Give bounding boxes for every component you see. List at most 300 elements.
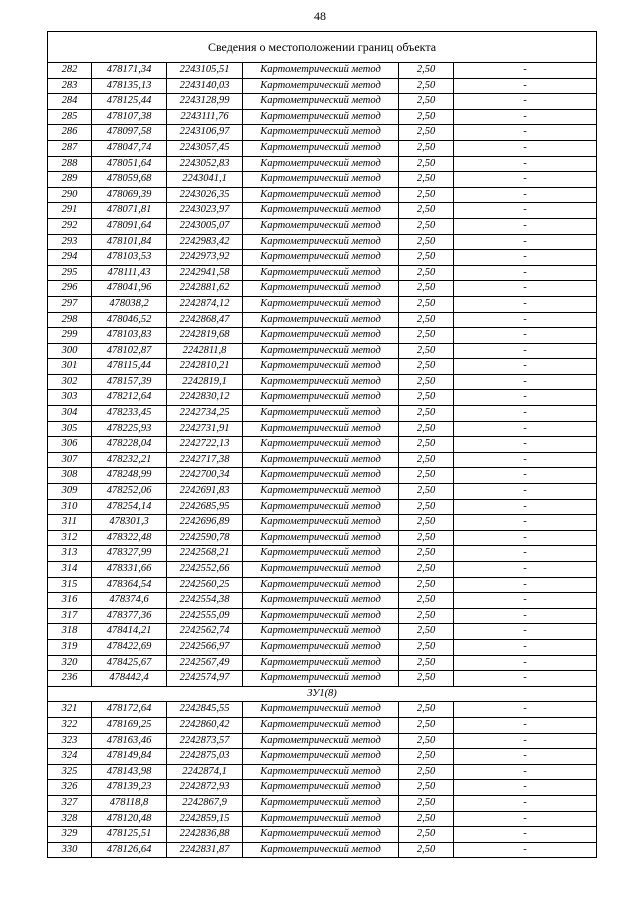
x-coordinate-cell: 478171,34 — [92, 63, 167, 79]
description-cell: - — [454, 78, 597, 94]
method-cell: Картометрический метод — [243, 406, 399, 422]
y-coordinate-cell: 2242560,25 — [167, 577, 243, 593]
description-cell: - — [454, 562, 597, 578]
table-row — [48, 63, 597, 79]
x-coordinate-cell: 478233,45 — [92, 406, 167, 422]
x-coordinate-cell: 478163,46 — [92, 733, 167, 749]
accuracy-cell: 2,50 — [399, 343, 454, 359]
table-row — [48, 343, 597, 359]
y-coordinate-cell: 2242696,89 — [167, 515, 243, 531]
point-number-cell: 319 — [48, 639, 92, 655]
description-cell: - — [454, 437, 597, 453]
point-number-cell: 310 — [48, 499, 92, 515]
method-cell: Картометрический метод — [243, 281, 399, 297]
accuracy-cell: 2,50 — [399, 63, 454, 79]
y-coordinate-cell: 2242973,92 — [167, 250, 243, 266]
accuracy-cell: 2,50 — [399, 187, 454, 203]
method-cell: Картометрический метод — [243, 655, 399, 671]
accuracy-cell: 2,50 — [399, 281, 454, 297]
x-coordinate-cell: 478374,6 — [92, 593, 167, 609]
description-cell: - — [454, 296, 597, 312]
method-cell: Картометрический метод — [243, 717, 399, 733]
method-cell: Картометрический метод — [243, 499, 399, 515]
description-cell: - — [454, 608, 597, 624]
x-coordinate-cell: 478157,39 — [92, 374, 167, 390]
y-coordinate-cell: 2242722,13 — [167, 437, 243, 453]
point-number-cell: 309 — [48, 484, 92, 500]
method-cell: Картометрический метод — [243, 437, 399, 453]
y-coordinate-cell: 2242859,15 — [167, 811, 243, 827]
description-cell: - — [454, 811, 597, 827]
y-coordinate-cell: 2243111,76 — [167, 109, 243, 125]
accuracy-cell: 2,50 — [399, 125, 454, 141]
point-number-cell: 316 — [48, 593, 92, 609]
accuracy-cell: 2,50 — [399, 484, 454, 500]
description-cell: - — [454, 234, 597, 250]
y-coordinate-cell: 2242872,93 — [167, 780, 243, 796]
point-number-cell: 303 — [48, 390, 92, 406]
point-number-cell: 301 — [48, 359, 92, 375]
description-cell: - — [454, 530, 597, 546]
point-number-cell: 290 — [48, 187, 92, 203]
point-number-cell: 293 — [48, 234, 92, 250]
method-cell: Картометрический метод — [243, 452, 399, 468]
method-cell: Картометрический метод — [243, 359, 399, 375]
point-number-cell: 318 — [48, 624, 92, 640]
point-number-cell: 289 — [48, 172, 92, 188]
description-cell: - — [454, 842, 597, 858]
description-cell: - — [454, 218, 597, 234]
x-coordinate-cell: 478422,69 — [92, 639, 167, 655]
table-row — [48, 468, 597, 484]
y-coordinate-cell: 2242685,95 — [167, 499, 243, 515]
method-cell: Картометрический метод — [243, 343, 399, 359]
method-cell: Картометрический метод — [243, 374, 399, 390]
accuracy-cell: 2,50 — [399, 156, 454, 172]
point-number-cell: 283 — [48, 78, 92, 94]
point-number-cell: 304 — [48, 406, 92, 422]
table-row — [48, 593, 597, 609]
point-number-cell: 325 — [48, 764, 92, 780]
table-row — [48, 452, 597, 468]
description-cell: - — [454, 717, 597, 733]
table-row — [48, 390, 597, 406]
accuracy-cell: 2,50 — [399, 749, 454, 765]
table-row — [48, 359, 597, 375]
table-row — [48, 827, 597, 843]
table-row — [48, 624, 597, 640]
accuracy-cell: 2,50 — [399, 437, 454, 453]
method-cell: Картометрический метод — [243, 515, 399, 531]
x-coordinate-cell: 478046,52 — [92, 312, 167, 328]
point-number-cell: 305 — [48, 421, 92, 437]
table-row — [48, 94, 597, 110]
table-row — [48, 109, 597, 125]
accuracy-cell: 2,50 — [399, 499, 454, 515]
point-number-cell: 328 — [48, 811, 92, 827]
x-coordinate-cell: 478091,64 — [92, 218, 167, 234]
accuracy-cell: 2,50 — [399, 515, 454, 531]
point-number-cell: 299 — [48, 328, 92, 344]
description-cell: - — [454, 795, 597, 811]
point-number-cell: 292 — [48, 218, 92, 234]
method-cell: Картометрический метод — [243, 390, 399, 406]
accuracy-cell: 2,50 — [399, 203, 454, 219]
method-cell: Картометрический метод — [243, 172, 399, 188]
y-coordinate-cell: 2242691,83 — [167, 484, 243, 500]
description-cell: - — [454, 655, 597, 671]
method-cell: Картометрический метод — [243, 78, 399, 94]
method-cell: Картометрический метод — [243, 218, 399, 234]
y-coordinate-cell: 2242555,09 — [167, 608, 243, 624]
description-cell: - — [454, 94, 597, 110]
description-cell: - — [454, 764, 597, 780]
description-cell: - — [454, 499, 597, 515]
y-coordinate-cell: 2242574,97 — [167, 671, 243, 687]
accuracy-cell: 2,50 — [399, 608, 454, 624]
x-coordinate-cell: 478149,84 — [92, 749, 167, 765]
table-row — [48, 702, 597, 718]
description-cell: - — [454, 63, 597, 79]
description-cell: - — [454, 421, 597, 437]
method-cell: Картометрический метод — [243, 562, 399, 578]
point-number-cell: 308 — [48, 468, 92, 484]
method-cell: Картометрический метод — [243, 624, 399, 640]
accuracy-cell: 2,50 — [399, 296, 454, 312]
x-coordinate-cell: 478103,53 — [92, 250, 167, 266]
method-cell: Картометрический метод — [243, 702, 399, 718]
y-coordinate-cell: 2242811,8 — [167, 343, 243, 359]
table-row — [48, 250, 597, 266]
x-coordinate-cell: 478331,66 — [92, 562, 167, 578]
description-cell: - — [454, 624, 597, 640]
description-cell: - — [454, 312, 597, 328]
table-row — [48, 515, 597, 531]
point-number-cell: 307 — [48, 452, 92, 468]
y-coordinate-cell: 2242590,78 — [167, 530, 243, 546]
y-coordinate-cell: 2243128,99 — [167, 94, 243, 110]
accuracy-cell: 2,50 — [399, 390, 454, 406]
method-cell: Картометрический метод — [243, 265, 399, 281]
accuracy-cell: 2,50 — [399, 593, 454, 609]
y-coordinate-cell: 2242717,38 — [167, 452, 243, 468]
x-coordinate-cell: 478169,25 — [92, 717, 167, 733]
point-number-cell: 288 — [48, 156, 92, 172]
method-cell: Картометрический метод — [243, 608, 399, 624]
accuracy-cell: 2,50 — [399, 546, 454, 562]
y-coordinate-cell: 2242860,42 — [167, 717, 243, 733]
y-coordinate-cell: 2242983,42 — [167, 234, 243, 250]
y-coordinate-cell: 2243026,35 — [167, 187, 243, 203]
table-row — [48, 156, 597, 172]
table-row — [48, 437, 597, 453]
x-coordinate-cell: 478047,74 — [92, 140, 167, 156]
y-coordinate-cell: 2242566,97 — [167, 639, 243, 655]
method-cell: Картометрический метод — [243, 312, 399, 328]
y-coordinate-cell: 2242836,88 — [167, 827, 243, 843]
table-row — [48, 764, 597, 780]
x-coordinate-cell: 478102,87 — [92, 343, 167, 359]
table-row — [48, 140, 597, 156]
point-number-cell: 287 — [48, 140, 92, 156]
description-cell: - — [454, 172, 597, 188]
y-coordinate-cell: 2242845,55 — [167, 702, 243, 718]
table-row — [48, 125, 597, 141]
accuracy-cell: 2,50 — [399, 811, 454, 827]
description-cell: - — [454, 827, 597, 843]
method-cell: Картометрический метод — [243, 234, 399, 250]
point-number-cell: 300 — [48, 343, 92, 359]
description-cell: - — [454, 390, 597, 406]
x-coordinate-cell: 478111,43 — [92, 265, 167, 281]
method-cell: Картометрический метод — [243, 780, 399, 796]
y-coordinate-cell: 2242700,34 — [167, 468, 243, 484]
method-cell: Картометрический метод — [243, 109, 399, 125]
x-coordinate-cell: 478120,48 — [92, 811, 167, 827]
table-row — [48, 328, 597, 344]
accuracy-cell: 2,50 — [399, 421, 454, 437]
y-coordinate-cell: 2242734,25 — [167, 406, 243, 422]
point-number-cell: 298 — [48, 312, 92, 328]
table-row — [48, 842, 597, 858]
method-cell: Картометрический метод — [243, 671, 399, 687]
x-coordinate-cell: 478327,99 — [92, 546, 167, 562]
y-coordinate-cell: 2242874,12 — [167, 296, 243, 312]
accuracy-cell: 2,50 — [399, 234, 454, 250]
x-coordinate-cell: 478097,58 — [92, 125, 167, 141]
table-row — [48, 795, 597, 811]
method-cell: Картометрический метод — [243, 795, 399, 811]
x-coordinate-cell: 478115,44 — [92, 359, 167, 375]
section-title: ЗУ1(8) — [48, 686, 597, 702]
x-coordinate-cell: 478442,4 — [92, 671, 167, 687]
method-cell: Картометрический метод — [243, 639, 399, 655]
accuracy-cell: 2,50 — [399, 452, 454, 468]
x-coordinate-cell: 478125,44 — [92, 94, 167, 110]
description-cell: - — [454, 671, 597, 687]
accuracy-cell: 2,50 — [399, 374, 454, 390]
description-cell: - — [454, 546, 597, 562]
method-cell: Картометрический метод — [243, 63, 399, 79]
table-row — [48, 406, 597, 422]
accuracy-cell: 2,50 — [399, 842, 454, 858]
table-row — [48, 484, 597, 500]
description-cell: - — [454, 733, 597, 749]
y-coordinate-cell: 2242874,1 — [167, 764, 243, 780]
y-coordinate-cell: 2242810,21 — [167, 359, 243, 375]
y-coordinate-cell: 2243106,97 — [167, 125, 243, 141]
y-coordinate-cell: 2242819,1 — [167, 374, 243, 390]
accuracy-cell: 2,50 — [399, 717, 454, 733]
boundary-table — [47, 31, 597, 858]
point-number-cell: 323 — [48, 733, 92, 749]
point-number-cell: 327 — [48, 795, 92, 811]
description-cell: - — [454, 452, 597, 468]
description-cell: - — [454, 343, 597, 359]
x-coordinate-cell: 478225,93 — [92, 421, 167, 437]
accuracy-cell: 2,50 — [399, 780, 454, 796]
description-cell: - — [454, 639, 597, 655]
section-row — [48, 686, 597, 702]
x-coordinate-cell: 478125,51 — [92, 827, 167, 843]
accuracy-cell: 2,50 — [399, 140, 454, 156]
table-row — [48, 296, 597, 312]
table-row — [48, 562, 597, 578]
point-number-cell: 317 — [48, 608, 92, 624]
accuracy-cell: 2,50 — [399, 530, 454, 546]
point-number-cell: 330 — [48, 842, 92, 858]
accuracy-cell: 2,50 — [399, 624, 454, 640]
x-coordinate-cell: 478135,13 — [92, 78, 167, 94]
method-cell: Картометрический метод — [243, 94, 399, 110]
y-coordinate-cell: 2242867,9 — [167, 795, 243, 811]
description-cell: - — [454, 125, 597, 141]
description-cell: - — [454, 374, 597, 390]
y-coordinate-cell: 2243041,1 — [167, 172, 243, 188]
x-coordinate-cell: 478322,48 — [92, 530, 167, 546]
method-cell: Картометрический метод — [243, 468, 399, 484]
table-header-row — [48, 32, 597, 63]
x-coordinate-cell: 478248,99 — [92, 468, 167, 484]
description-cell: - — [454, 702, 597, 718]
method-cell: Картометрический метод — [243, 842, 399, 858]
accuracy-cell: 2,50 — [399, 733, 454, 749]
table-row — [48, 546, 597, 562]
point-number-cell: 294 — [48, 250, 92, 266]
table-row — [48, 639, 597, 655]
description-cell: - — [454, 359, 597, 375]
x-coordinate-cell: 478101,84 — [92, 234, 167, 250]
accuracy-cell: 2,50 — [399, 655, 454, 671]
accuracy-cell: 2,50 — [399, 827, 454, 843]
y-coordinate-cell: 2242568,21 — [167, 546, 243, 562]
point-number-cell: 285 — [48, 109, 92, 125]
method-cell: Картометрический метод — [243, 156, 399, 172]
x-coordinate-cell: 478107,38 — [92, 109, 167, 125]
accuracy-cell: 2,50 — [399, 172, 454, 188]
point-number-cell: 311 — [48, 515, 92, 531]
point-number-cell: 306 — [48, 437, 92, 453]
table-row — [48, 234, 597, 250]
y-coordinate-cell: 2242552,66 — [167, 562, 243, 578]
method-cell: Картометрический метод — [243, 530, 399, 546]
point-number-cell: 302 — [48, 374, 92, 390]
table-row — [48, 655, 597, 671]
point-number-cell: 296 — [48, 281, 92, 297]
accuracy-cell: 2,50 — [399, 764, 454, 780]
table-row — [48, 172, 597, 188]
accuracy-cell: 2,50 — [399, 312, 454, 328]
point-number-cell: 286 — [48, 125, 92, 141]
description-cell: - — [454, 780, 597, 796]
accuracy-cell: 2,50 — [399, 702, 454, 718]
table-row — [48, 577, 597, 593]
method-cell: Картометрический метод — [243, 296, 399, 312]
accuracy-cell: 2,50 — [399, 78, 454, 94]
x-coordinate-cell: 478118,8 — [92, 795, 167, 811]
table-title: Сведения о местоположении границ объекта — [48, 32, 597, 63]
description-cell: - — [454, 577, 597, 593]
point-number-cell: 295 — [48, 265, 92, 281]
y-coordinate-cell: 2243105,51 — [167, 63, 243, 79]
description-cell: - — [454, 468, 597, 484]
accuracy-cell: 2,50 — [399, 265, 454, 281]
description-cell: - — [454, 187, 597, 203]
table-row — [48, 421, 597, 437]
point-number-cell: 329 — [48, 827, 92, 843]
table-row — [48, 530, 597, 546]
description-cell: - — [454, 109, 597, 125]
description-cell: - — [454, 749, 597, 765]
method-cell: Картометрический метод — [243, 764, 399, 780]
point-number-cell: 297 — [48, 296, 92, 312]
y-coordinate-cell: 2242875,03 — [167, 749, 243, 765]
table-row — [48, 499, 597, 515]
x-coordinate-cell: 478212,64 — [92, 390, 167, 406]
method-cell: Картометрический метод — [243, 733, 399, 749]
x-coordinate-cell: 478301,3 — [92, 515, 167, 531]
point-number-cell: 314 — [48, 562, 92, 578]
x-coordinate-cell: 478425,67 — [92, 655, 167, 671]
table-row — [48, 265, 597, 281]
point-number-cell: 282 — [48, 63, 92, 79]
x-coordinate-cell: 478377,36 — [92, 608, 167, 624]
accuracy-cell: 2,50 — [399, 250, 454, 266]
y-coordinate-cell: 2242881,62 — [167, 281, 243, 297]
x-coordinate-cell: 478103,83 — [92, 328, 167, 344]
x-coordinate-cell: 478172,64 — [92, 702, 167, 718]
table-row — [48, 811, 597, 827]
x-coordinate-cell: 478038,2 — [92, 296, 167, 312]
x-coordinate-cell: 478069,39 — [92, 187, 167, 203]
table-row — [48, 312, 597, 328]
x-coordinate-cell: 478126,64 — [92, 842, 167, 858]
y-coordinate-cell: 2242831,87 — [167, 842, 243, 858]
accuracy-cell: 2,50 — [399, 359, 454, 375]
x-coordinate-cell: 478143,98 — [92, 764, 167, 780]
table-row — [48, 78, 597, 94]
description-cell: - — [454, 265, 597, 281]
x-coordinate-cell: 478059,68 — [92, 172, 167, 188]
method-cell: Картометрический метод — [243, 811, 399, 827]
table-row — [48, 749, 597, 765]
method-cell: Картометрический метод — [243, 125, 399, 141]
x-coordinate-cell: 478041,96 — [92, 281, 167, 297]
y-coordinate-cell: 2243005,07 — [167, 218, 243, 234]
x-coordinate-cell: 478414,21 — [92, 624, 167, 640]
point-number-cell: 321 — [48, 702, 92, 718]
accuracy-cell: 2,50 — [399, 109, 454, 125]
accuracy-cell: 2,50 — [399, 562, 454, 578]
method-cell: Картометрический метод — [243, 577, 399, 593]
x-coordinate-cell: 478252,06 — [92, 484, 167, 500]
table-row — [48, 608, 597, 624]
x-coordinate-cell: 478051,64 — [92, 156, 167, 172]
y-coordinate-cell: 2242567,49 — [167, 655, 243, 671]
description-cell: - — [454, 156, 597, 172]
method-cell: Картометрический метод — [243, 140, 399, 156]
description-cell: - — [454, 328, 597, 344]
method-cell: Картометрический метод — [243, 484, 399, 500]
method-cell: Картометрический метод — [243, 187, 399, 203]
table-row — [48, 733, 597, 749]
y-coordinate-cell: 2242819,68 — [167, 328, 243, 344]
accuracy-cell: 2,50 — [399, 94, 454, 110]
y-coordinate-cell: 2242868,47 — [167, 312, 243, 328]
y-coordinate-cell: 2242731,91 — [167, 421, 243, 437]
y-coordinate-cell: 2242941,58 — [167, 265, 243, 281]
method-cell: Картометрический метод — [243, 328, 399, 344]
